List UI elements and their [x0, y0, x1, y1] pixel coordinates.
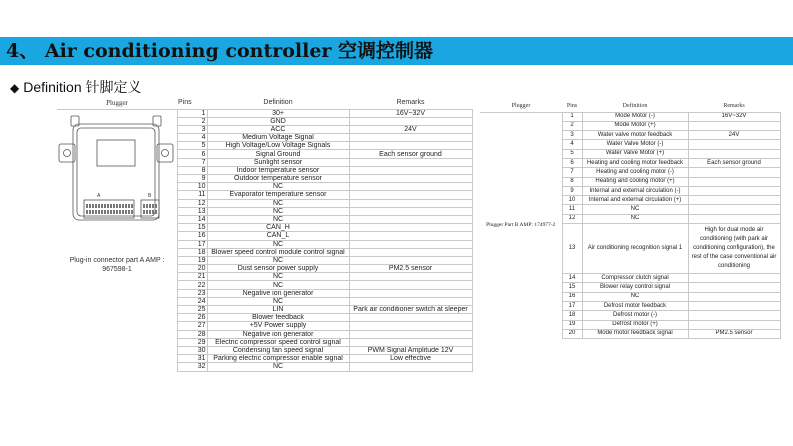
pin-number: 27 — [177, 322, 207, 330]
pin-number: 9 — [562, 186, 582, 195]
pin-remark — [349, 289, 472, 297]
pin-remark — [349, 297, 472, 305]
page-title: 4、 Air conditioning controller 空调控制器 — [6, 40, 434, 62]
pin-remark: PM2.5 sensor — [688, 329, 780, 338]
connector-b-cell — [480, 112, 562, 339]
header-plugger: Plugger — [480, 100, 562, 112]
pin-definition: Water Valve Motor (-) — [582, 140, 688, 149]
connector-a-label: A — [97, 192, 101, 199]
pin-remark — [688, 274, 780, 283]
pin-remark — [349, 207, 472, 215]
connector-b-pin — [146, 210, 148, 214]
pin-number: 16 — [177, 232, 207, 240]
connector-a-housing — [84, 200, 134, 218]
pin-definition: Heating and cooling motor feedback — [582, 158, 688, 167]
header-pins: Pins — [177, 97, 207, 109]
pin-number: 19 — [562, 320, 582, 329]
pin-remark — [349, 330, 472, 338]
table-header-row — [57, 97, 472, 109]
pin-definition: NC — [207, 199, 349, 207]
pin-number: 17 — [177, 240, 207, 248]
connector-a-pin — [104, 204, 106, 208]
pin-remark — [349, 232, 472, 240]
pin-definition: Blower feedback — [207, 314, 349, 322]
connector-a-pin — [125, 210, 127, 214]
pin-definition: NC — [207, 240, 349, 248]
pin-number: 26 — [177, 314, 207, 322]
pin-definition: NC — [207, 363, 349, 371]
pin-definition: Indoor temperature sensor — [207, 166, 349, 174]
pin-remark — [688, 320, 780, 329]
pin-remark — [688, 205, 780, 214]
pin-remark: Each sensor ground — [688, 158, 780, 167]
connector-b-pin — [149, 204, 151, 208]
pin-definition: NC — [207, 281, 349, 289]
display-window — [97, 140, 135, 166]
header-definition: Definition — [207, 97, 349, 109]
pin-number: 25 — [177, 306, 207, 314]
pin-remark — [688, 140, 780, 149]
pin-definition: GND — [207, 117, 349, 125]
pin-definition: NC — [582, 214, 688, 223]
pin-number: 22 — [177, 281, 207, 289]
pin-definition: NC — [582, 292, 688, 301]
pin-number: 15 — [562, 283, 582, 292]
connector-a-pin — [101, 204, 103, 208]
connector-a-pin — [86, 210, 88, 214]
pin-number: 23 — [177, 289, 207, 297]
pin-definition: NC — [207, 183, 349, 191]
pin-definition: NC — [207, 297, 349, 305]
pin-number: 19 — [177, 256, 207, 264]
pin-definition: Negative ion generator — [207, 289, 349, 297]
table-row — [57, 109, 472, 117]
pin-remark — [688, 186, 780, 195]
pin-number: 14 — [562, 274, 582, 283]
header-remarks: Remarks — [349, 97, 472, 109]
connector-a-pin — [116, 204, 118, 208]
pin-remark — [349, 191, 472, 199]
pin-number: 8 — [562, 177, 582, 186]
pin-definition: Air conditioning recognition signal 1 — [582, 224, 688, 274]
pin-remark: 16V~32V — [688, 112, 780, 121]
pin-remark — [688, 292, 780, 301]
pin-definition: Defrost motor feedback — [582, 301, 688, 310]
connector-a-pin — [113, 210, 115, 214]
pin-remark: Low effective — [349, 355, 472, 363]
connector-b-pin — [155, 210, 157, 214]
pin-remark — [349, 273, 472, 281]
table-row — [480, 112, 780, 121]
connector-b-pin — [152, 204, 154, 208]
pin-definition: Signal Ground — [207, 150, 349, 158]
pin-definition: Negative ion generator — [207, 330, 349, 338]
controller-housing-inner — [77, 128, 155, 216]
pin-remark — [349, 256, 472, 264]
pin-remark: 16V~32V — [349, 109, 472, 117]
pin-number: 5 — [177, 142, 207, 150]
pin-remark — [349, 314, 472, 322]
pin-number: 7 — [562, 168, 582, 177]
connector-a-pin — [98, 204, 100, 208]
connector-a-pin — [107, 204, 109, 208]
pin-number: 11 — [177, 191, 207, 199]
connector-diagram-wrap — [57, 110, 177, 372]
connector-a-pin — [89, 210, 91, 214]
connector-drawing — [57, 110, 177, 250]
pin-number: 13 — [177, 207, 207, 215]
pin-number: 16 — [562, 292, 582, 301]
pin-number: 12 — [177, 199, 207, 207]
pin-number: 4 — [177, 134, 207, 142]
connector-a-pin — [116, 210, 118, 214]
pin-number: 18 — [562, 311, 582, 320]
connector-b-housing — [141, 200, 159, 218]
connector-cell — [57, 109, 177, 371]
pin-definition: Defrost motor (-) — [582, 311, 688, 320]
pin-definition: Water Valve Motor (+) — [582, 149, 688, 158]
connector-a-pin — [92, 210, 94, 214]
pin-number: 28 — [177, 330, 207, 338]
pin-number: 7 — [177, 158, 207, 166]
pin-remark — [688, 214, 780, 223]
pin-number: 10 — [177, 183, 207, 191]
pin-definition: ACC — [207, 125, 349, 133]
pin-number: 6 — [177, 150, 207, 158]
pin-definition: Heating and cooling motor (-) — [582, 168, 688, 177]
pin-remark — [349, 215, 472, 223]
pin-remark — [688, 301, 780, 310]
connector-b-pin — [152, 210, 154, 214]
pin-number: 2 — [562, 121, 582, 130]
mount-tab-left — [59, 144, 75, 162]
connector-b-pin — [149, 210, 151, 214]
connector-a-pin — [122, 210, 124, 214]
pin-number: 2 — [177, 117, 207, 125]
connector-a-pin — [119, 204, 121, 208]
pin-number: 4 — [562, 140, 582, 149]
pin-remark — [349, 142, 472, 150]
connector-a-pin — [131, 210, 133, 214]
mount-hole-left-icon — [64, 149, 71, 156]
pin-remark — [349, 183, 472, 191]
pin-remark — [349, 240, 472, 248]
pin-definition: Mode Motor (-) — [582, 112, 688, 121]
pin-definition: Defrost motor (+) — [582, 320, 688, 329]
pin-number: 12 — [562, 214, 582, 223]
connector-b-pin — [155, 204, 157, 208]
connector-a-pin — [128, 210, 130, 214]
connector-a-pin — [89, 204, 91, 208]
header-definition: Definition — [582, 100, 688, 112]
pin-definition: Water valve motor feedback — [582, 131, 688, 140]
pin-definition: Parking electric compressor enable signal — [207, 355, 349, 363]
pin-remark: 24V — [688, 131, 780, 140]
section-title — [10, 77, 142, 97]
connector-a-pin — [92, 204, 94, 208]
pin-remark — [349, 134, 472, 142]
pin-remark — [688, 311, 780, 320]
pin-definition: NC — [207, 256, 349, 264]
pin-number: 3 — [562, 131, 582, 140]
diamond-bullet-icon: ◆ — [10, 81, 20, 95]
pin-remark — [349, 117, 472, 125]
pin-definition: Condensing fan speed signal — [207, 346, 349, 354]
pin-remark — [349, 322, 472, 330]
pin-table-a — [57, 97, 473, 372]
connector-a-pin — [110, 210, 112, 214]
pin-remark: High for dual mode air conditioning (with park air conditioning configuration), the rest of the case conventional air conditioning — [688, 224, 780, 274]
pin-table-b — [480, 100, 781, 339]
pin-number: 14 — [177, 215, 207, 223]
connector-a-pin — [128, 204, 130, 208]
pin-remark — [349, 158, 472, 166]
connector-a-pin — [95, 204, 97, 208]
connector-a-pin — [122, 204, 124, 208]
pin-number: 24 — [177, 297, 207, 305]
pin-remark — [349, 199, 472, 207]
pin-definition: NC — [582, 205, 688, 214]
pin-remark — [349, 338, 472, 346]
pin-number: 13 — [562, 224, 582, 274]
connector-a-pin — [107, 210, 109, 214]
pin-remark: PWM Signal Amplitude 12V — [349, 346, 472, 354]
pin-remark — [349, 281, 472, 289]
pin-number: 21 — [177, 273, 207, 281]
pin-remark: Each sensor ground — [349, 150, 472, 158]
connector-b-pin — [146, 204, 148, 208]
header-plugger: Plugger — [57, 97, 177, 109]
connector-b-part-label: Plugger Part B AMP: 174977-2 — [486, 222, 556, 229]
pin-remark: PM2.5 sensor — [349, 265, 472, 273]
pin-definition: Blower speed control module control signal — [207, 248, 349, 256]
pin-remark — [349, 248, 472, 256]
pin-definition: Sunlight sensor — [207, 158, 349, 166]
pin-definition: Internal and external circulation (+) — [582, 196, 688, 205]
pin-remark: 24V — [349, 125, 472, 133]
pin-number: 30 — [177, 346, 207, 354]
header-bar — [0, 37, 793, 65]
pin-definition: Blower relay control signal — [582, 283, 688, 292]
connector-a-pin — [125, 204, 127, 208]
pin-remark — [688, 283, 780, 292]
pin-definition: Mode motor feedback signal — [582, 329, 688, 338]
connector-a-pin — [104, 210, 106, 214]
pin-definition: +5V Power supply — [207, 322, 349, 330]
connector-a-pin — [119, 210, 121, 214]
pin-definition: Dust sensor power supply — [207, 265, 349, 273]
pin-remark — [688, 149, 780, 158]
pin-remark — [688, 168, 780, 177]
pin-remark — [349, 224, 472, 232]
connector-b-pin — [143, 210, 145, 214]
pin-definition: Compressor clutch signal — [582, 274, 688, 283]
connector-a-pin — [131, 204, 133, 208]
pin-definition: CAN_H — [207, 224, 349, 232]
pin-definition: CAN_L — [207, 232, 349, 240]
pin-number: 11 — [562, 205, 582, 214]
pin-definition: NC — [207, 215, 349, 223]
pin-number: 6 — [562, 158, 582, 167]
pin-definition: LIN — [207, 306, 349, 314]
pin-remark — [349, 363, 472, 371]
connector-a-caption: Plug-in connector part A AMP : 967598-1 — [69, 256, 165, 273]
pin-number: 8 — [177, 166, 207, 174]
connector-a-pin — [110, 204, 112, 208]
pin-number: 20 — [562, 329, 582, 338]
connector-a-pin — [113, 204, 115, 208]
pin-remark — [349, 175, 472, 183]
pin-number: 1 — [562, 112, 582, 121]
connector-b-label: B — [148, 192, 152, 199]
pin-definition: NC — [207, 207, 349, 215]
header-remarks: Remarks — [688, 100, 780, 112]
mount-hole-right-icon — [162, 149, 169, 156]
pin-number: 9 — [177, 175, 207, 183]
pin-remark — [688, 196, 780, 205]
pin-remark: Park air conditioner switch at sleeper — [349, 306, 472, 314]
pin-definition: Heating and cooling motor (+) — [582, 177, 688, 186]
pin-number: 15 — [177, 224, 207, 232]
pin-number: 5 — [562, 149, 582, 158]
pin-number: 18 — [177, 248, 207, 256]
pin-definition: High Voltage/Low Voltage Signals — [207, 142, 349, 150]
pin-definition: Internal and external circulation (-) — [582, 186, 688, 195]
pin-definition: 30+ — [207, 109, 349, 117]
section-title-text: Definition 针脚定义 — [23, 79, 142, 95]
pin-remark — [688, 121, 780, 130]
pin-definition: Mode Motor (+) — [582, 121, 688, 130]
pin-number: 29 — [177, 338, 207, 346]
pin-definition: Outdoor temperature sensor — [207, 175, 349, 183]
pin-remark — [688, 177, 780, 186]
connector-a-pin — [95, 210, 97, 214]
pin-number: 31 — [177, 355, 207, 363]
header-pins: Pins — [562, 100, 582, 112]
pin-remark — [349, 166, 472, 174]
connector-b-pin — [143, 204, 145, 208]
pin-definition: NC — [207, 273, 349, 281]
table-header-row — [480, 100, 780, 112]
pin-number: 17 — [562, 301, 582, 310]
connector-a-pin — [86, 204, 88, 208]
pin-number: 20 — [177, 265, 207, 273]
pin-number: 10 — [562, 196, 582, 205]
pin-definition: Evaporator temperature sensor — [207, 191, 349, 199]
pin-number: 1 — [177, 109, 207, 117]
pin-number: 32 — [177, 363, 207, 371]
pin-definition: Electric compressor speed control signal — [207, 338, 349, 346]
connector-a-pin — [101, 210, 103, 214]
pin-definition: Medium Voltage Signal — [207, 134, 349, 142]
top-margin — [0, 0, 793, 18]
pin-number: 3 — [177, 125, 207, 133]
connector-a-pin — [98, 210, 100, 214]
